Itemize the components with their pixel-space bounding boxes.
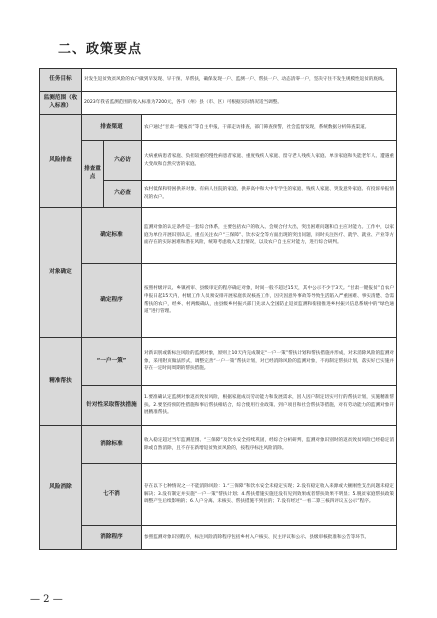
section-title: 二、政策要点 xyxy=(58,42,143,57)
row-risk-channel xyxy=(40,115,397,141)
measures-label: 针对性采取帮扶措施 xyxy=(82,386,142,426)
task-target-text: 对发生返贫致贫风险的农户做到早发现、早干预、早帮扶，确保发现一户、监测一户、帮扶一户、动态清零一户，坚决守住不发生规模性返贫的底线。 xyxy=(82,69,397,92)
risk-elimination-label: 风险消除 xyxy=(40,426,82,550)
seven-not-text: 存在以下七种情况之一不能消除风险：1.“三保障”和饮水安全未稳定实现；2.没有稳定收入来源或大额刚性支出问题未稳定解决；3.没有制定并实施“一户一策”帮扶计划；4.帮扶措施实施还没有见到效果或者帮扶效果不明显；5.脱贫家庭帮扶政策调整产生后续影响的；6.人户分离、未核实、帮扶措施不到位的；7.没有经过“一看二算三核四评议五公示”程序。 xyxy=(142,464,397,526)
row-measures xyxy=(40,386,397,426)
must-visit-label: 六必访 xyxy=(104,141,142,181)
seven-not-label: 七不消 xyxy=(82,464,142,526)
target-confirm-label: 对象确定 xyxy=(40,208,82,338)
task-target-label: 任务目标 xyxy=(40,69,82,92)
focus-label: 排查重点 xyxy=(82,141,104,208)
measures-text: 1.要准确认定监测对象返贫致贫风险，根据家庭成员劳动能力和发展需求，因人因户制定切实可行的帮扶计划，实施精准帮扶。2.要坚持预防性措施和事后帮扶相结合，综合使用行业政策、到户项目和社会帮扶等措施，对有劳动能力的监测对象开展精准帮扶。 xyxy=(142,386,397,426)
scope-label: 监测范围（收入标准） xyxy=(40,92,82,115)
row-elim-procedure xyxy=(40,526,397,550)
must-visit-text: 大病重病患者家庭、负担较重的慢性病患者家庭、重度残疾人家庭、留守老人残疾人家庭、单亲家庭和失能老年人、遭遇重大变故和自然灾害的家庭。 xyxy=(142,141,397,181)
policy-table xyxy=(39,68,397,550)
precise-help-label: 精准帮扶 xyxy=(40,338,82,426)
row-task-target xyxy=(40,69,397,92)
channel-text: 农户通过“甘肃一键报贫”等自主申报，干部走访排查，部门筛查预警，社会监督发现，系统数据分析筛查渠道。 xyxy=(142,115,397,141)
elim-procedure-text: 参照监测对象识别程序，标注风险消除程序包括乡村入户核实、民主评议和公示、县级审核批准和公告等环节。 xyxy=(142,526,397,550)
channel-label: 排查渠道 xyxy=(82,115,142,141)
row-must-visit xyxy=(40,141,397,181)
elim-standard-label: 消除标准 xyxy=(82,426,142,464)
one-policy-text: 对新识别或新标注风险的监测对象，原则上10天内完成制定“一户一策”帮扶计划和帮扶措施并形成，对未消除风险的监测对象，采用附页做法形式，调整完善“一户一策”帮扶计划，对已经消除风险的监测对象，不再制定帮扶计划，落实好已实施并存在一定时间周期的帮扶措施。 xyxy=(142,338,397,386)
one-policy-label: “一户一策” xyxy=(82,338,142,386)
row-one-policy xyxy=(40,338,397,386)
page-number: — 2 — xyxy=(30,594,63,605)
row-confirm-procedure xyxy=(40,264,397,338)
must-check-label: 六必查 xyxy=(104,181,142,208)
must-check-text: 农村低保和特困供养对象、有病人住院的家庭、供养高中和大中专学生的家庭、残疾人家庭、突发意外家庭、有投诉举报情况的农户。 xyxy=(142,181,397,208)
confirm-procedure-label: 确定程序 xyxy=(82,264,142,338)
elim-procedure-label: 消除程序 xyxy=(82,526,142,550)
confirm-procedure-text: 按照村级评议、乡镇初审、县级审定的程序确定对象，时间一般不超过15天，其中公示不少于3天。“甘肃一键报贫”自农户申报日起15天内，村级工作人员须安排开展家庭状况核查工作，因灾因意外事故等导致生活陷入严重困难、事实清楚、急需帮扶的农户，经乡、村两级确认，由县级乡村振兴部门先录入全国防止返贫监测和衔接推进乡村振兴信息系统中的“绿色通道”进行管理。 xyxy=(142,264,397,338)
row-seven-not xyxy=(40,464,397,526)
scope-text: 2023年我省监测范围的收入标准为7200元，各市（州）县（市、区）可根据实际情况适当调整。 xyxy=(82,92,397,115)
elim-standard-text: 收入稳定超过当年监测范围、“三保障”及饮水安全持续巩固，经综合分析研判，监测对象识别时的返贫致贫风险已经稳定消除或自然消除，且不存在新增返贫致贫风险的，按程序标注风险消除。 xyxy=(142,426,397,464)
risk-screening-label: 风险排查 xyxy=(40,115,82,208)
row-scope xyxy=(40,92,397,115)
row-confirm-standard xyxy=(40,208,397,264)
confirm-standard-label: 确定标准 xyxy=(82,208,142,264)
row-elim-standard xyxy=(40,426,397,464)
confirm-standard-text: 监测对象的认定条件是一套综合体系，主要包括农户的收入、会规合付大出，突出困难问题和自主应对能力。工作中，以家庭为单位开展识别认定，重点关注农户“三保障”、饮水安全等方面出现的突出问题，同时关注医疗、就学、就业、产业等方面存在的实际困难和潜在风险，统筹考虑收入支出情况，以及农户自主应对能力，进行综合研判。 xyxy=(142,208,397,264)
